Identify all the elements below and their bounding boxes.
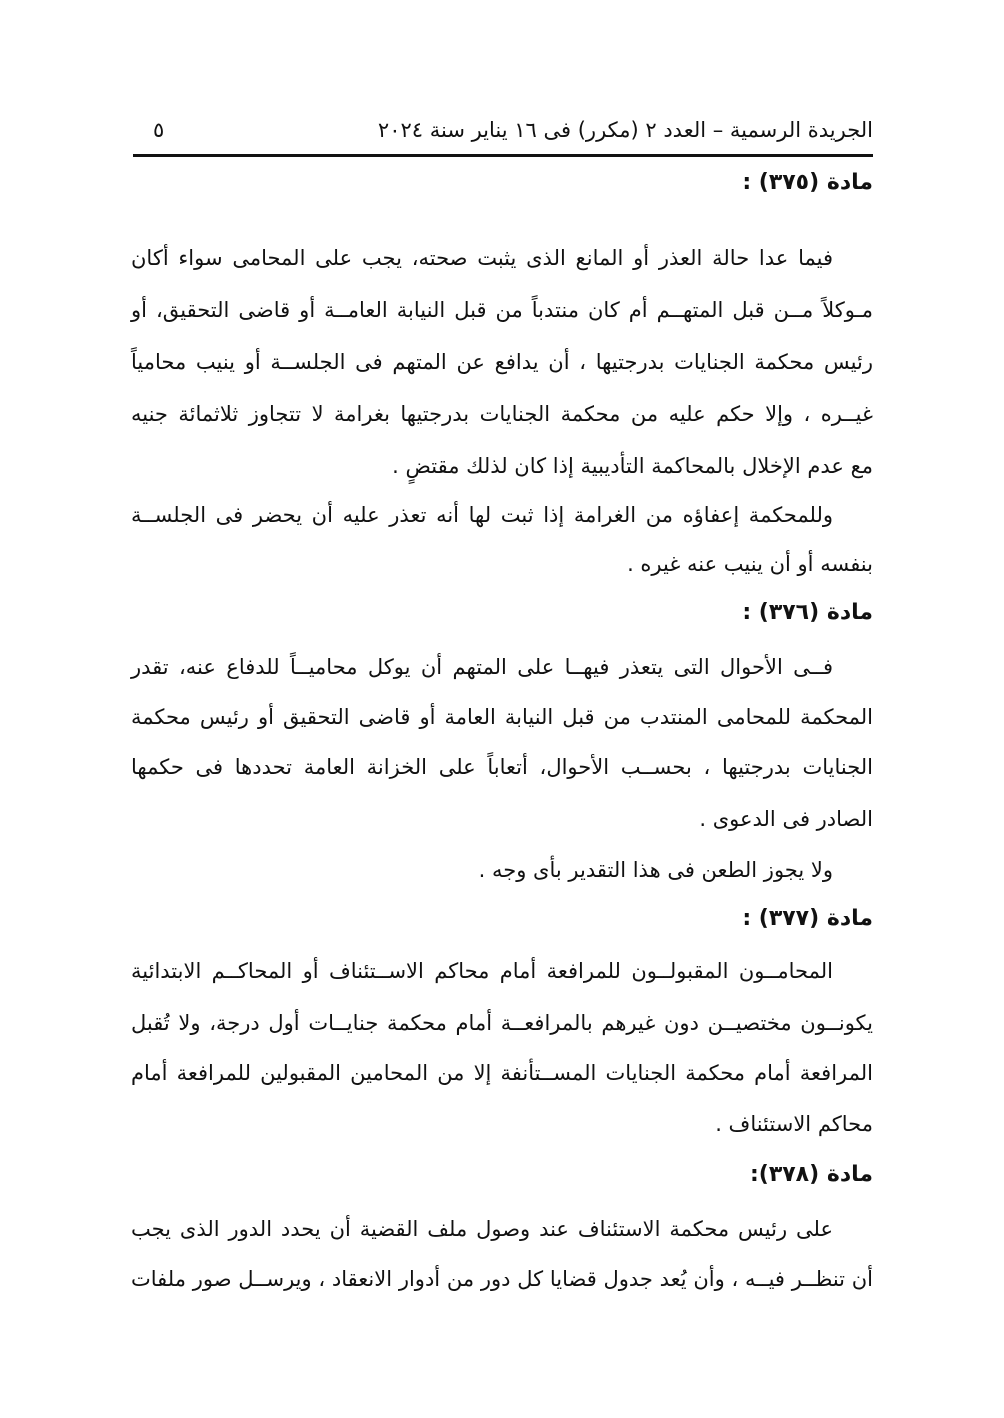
- paragraph-line: المحامــون المقبولــون للمرافعة أمام محاكم الاســتئناف أو المحاكــم الابتدائية: [131, 959, 833, 983]
- header-rule: [133, 154, 873, 157]
- paragraph-line: فــى الأحوال التى يتعذر فيهــا على المتهم أن يوكل محاميــاً للدفاع عنه، تقدر: [131, 655, 833, 679]
- article-heading: مادة (٣٧٧) :: [742, 906, 873, 931]
- paragraph-line: وللمحكمة إعفاؤه من الغرامة إذا ثبت لها أنه تعذر عليه أن يحضر فى الجلســة: [131, 503, 833, 527]
- paragraph-line: بنفسه أو أن ينيب عنه غيره .: [627, 552, 873, 576]
- paragraph-line: مع عدم الإخلال بالمحاكمة التأديبية إذا كان لذلك مقتضٍ .: [392, 454, 873, 478]
- page-header: [133, 112, 873, 156]
- paragraph-line: غيــره ، وإلا حكم عليه من محكمة الجنايات بدرجتيها بغرامة لا تتجاوز ثلاثمائة جنيه: [131, 402, 873, 426]
- paragraph-line: الجنايات بدرجتيها ، بحســب الأحوال، أتعاباً على الخزانة العامة تحددها فى حكمها: [131, 755, 873, 779]
- paragraph-line: المرافعة أمام محكمة الجنايات المســتأنفة إلا من المحامين المقبولين للمرافعة أمام: [131, 1061, 873, 1085]
- paragraph-line: رئيس محكمة الجنايات بدرجتيها ، أن يدافع عن المتهم فى الجلســة أو ينيب محامياً: [131, 350, 873, 374]
- paragraph-line: يكونــون مختصيــن دون غيرهم بالمرافعــة أمام محكمة جنايــات أول درجة، ولا تُقبل: [131, 1011, 873, 1035]
- gazette-title: الجريدة الرسمية – العدد ٢ (مكرر) فى ١٦ يناير سنة ٢٠٢٤: [377, 118, 873, 142]
- article-heading: مادة (٣٧٨):: [749, 1162, 873, 1187]
- article-heading: مادة (٣٧٥) :: [742, 170, 873, 195]
- paragraph-line: الصادر فى الدعوى .: [699, 807, 873, 831]
- paragraph-line: فيما عدا حالة العذر أو المانع الذى يثبت صحته، يجب على المحامى سواء أكان: [131, 246, 833, 270]
- paragraph-line: على رئيس محكمة الاستئناف عند وصول ملف القضية أن يحدد الدور الذى يجب: [131, 1217, 833, 1241]
- paragraph-line: المحكمة للمحامى المنتدب من قبل النيابة العامة أو قاضى التحقيق أو رئيس محكمة: [131, 705, 873, 729]
- paragraph-line: محاكم الاستئناف .: [715, 1112, 873, 1136]
- paragraph-line: ولا يجوز الطعن فى هذا التقدير بأى وجه .: [478, 858, 833, 882]
- page-number: ٥: [153, 118, 165, 142]
- article-heading: مادة (٣٧٦) :: [742, 600, 873, 625]
- paragraph-line: مـوكلاً مــن قبل المتهــم أم كان منتدباً من قبل النيابة العامــة أو قاضى التحقيق، أو: [131, 298, 873, 322]
- paragraph-line: أن تنظــر فيــه ، وأن يُعد جدول قضايا كل دور من أدوار الانعقاد ، ويرســل صور ملفات: [131, 1267, 873, 1291]
